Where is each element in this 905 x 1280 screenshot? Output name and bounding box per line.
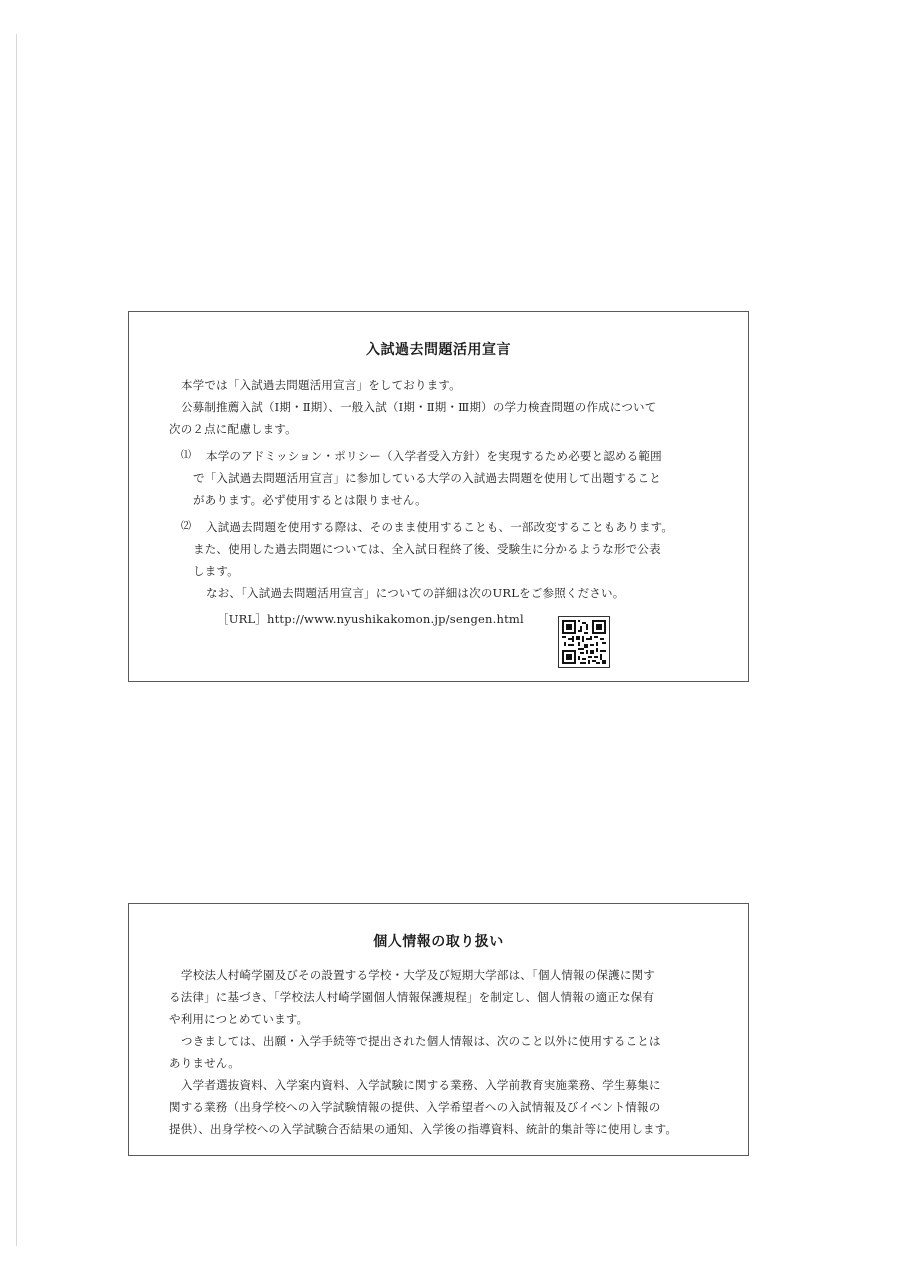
url-label: ［URL］ [217, 612, 267, 626]
declaration-intro-line3: 次の２点に配慮します。 [169, 422, 297, 436]
privacy-box [128, 903, 749, 1156]
privacy-line-7: 関する業務（出身学校への入学試験情報の提供、入学希望者への入試情報及びイベント情報の [169, 1100, 661, 1114]
page-edge-line [16, 34, 17, 1246]
declaration-title: 入試過去問題活用宣言 [366, 342, 511, 358]
privacy-line-3: や利用につとめています。 [169, 1012, 309, 1026]
qr-code-graphic [562, 620, 606, 664]
item1-number: ⑴ [181, 450, 191, 461]
item1-line2: で「入試過去問題活用宣言」に参加している大学の入試過去問題を使用して出題すること [193, 471, 661, 485]
declaration-intro-line2: 公募制推薦入試（Ⅰ期・Ⅱ期）、一般入試（Ⅰ期・Ⅱ期・Ⅲ期）の学力検査問題の作成について [181, 400, 657, 414]
item2-line2: また、使用した過去問題については、全入試日程終了後、受験生に分かるような形で公表 [193, 542, 661, 556]
privacy-line-2: る法律」に基づき、「学校法人村崎学園個人情報保護規程」を制定し、個人情報の適正な保有 [169, 990, 655, 1004]
declaration-note: なお、「入試過去問題活用宣言」についての詳細は次のURLをご参照ください。 [206, 586, 625, 600]
declaration-intro-line1: 本学では「入試過去問題活用宣言」をしております。 [181, 378, 461, 392]
item2-line1: 入試過去問題を使用する際は、そのまま使用することも、一部改変することもあります。 [206, 520, 674, 534]
privacy-line-6: 入学者選抜資料、入学案内資料、入学試験に関する業務、入学前教育実施業務、学生募集に [181, 1078, 661, 1092]
item1-line1: 本学のアドミッション・ポリシー（入学者受入方針）を実現するため必要と認める範囲 [206, 449, 662, 463]
url-link[interactable]: http://www.nyushikakomon.jp/sengen.html [267, 612, 524, 626]
privacy-line-1: 学校法人村崎学園及びその設置する学校・大学及び短期大学部は、「個人情報の保護に関す [181, 968, 655, 982]
privacy-line-8: 提供）、出身学校への入学試験合否結果の通知、入学後の指導資料、統計的集計等に使用します。 [169, 1122, 678, 1136]
privacy-line-5: ありません。 [169, 1056, 240, 1070]
item2-number: ⑵ [181, 521, 191, 532]
url-line [217, 608, 524, 630]
privacy-line-4: つきましては、出願・入学手続等で提出された個人情報は、次のこと以外に使用することは [181, 1034, 661, 1048]
privacy-title: 個人情報の取り扱い [373, 934, 504, 950]
item2-line3: します。 [193, 564, 239, 578]
item1-line3: があります。必ず使用するとは限りません。 [193, 493, 427, 507]
qr-code-icon [558, 616, 610, 668]
declaration-box [128, 311, 749, 682]
